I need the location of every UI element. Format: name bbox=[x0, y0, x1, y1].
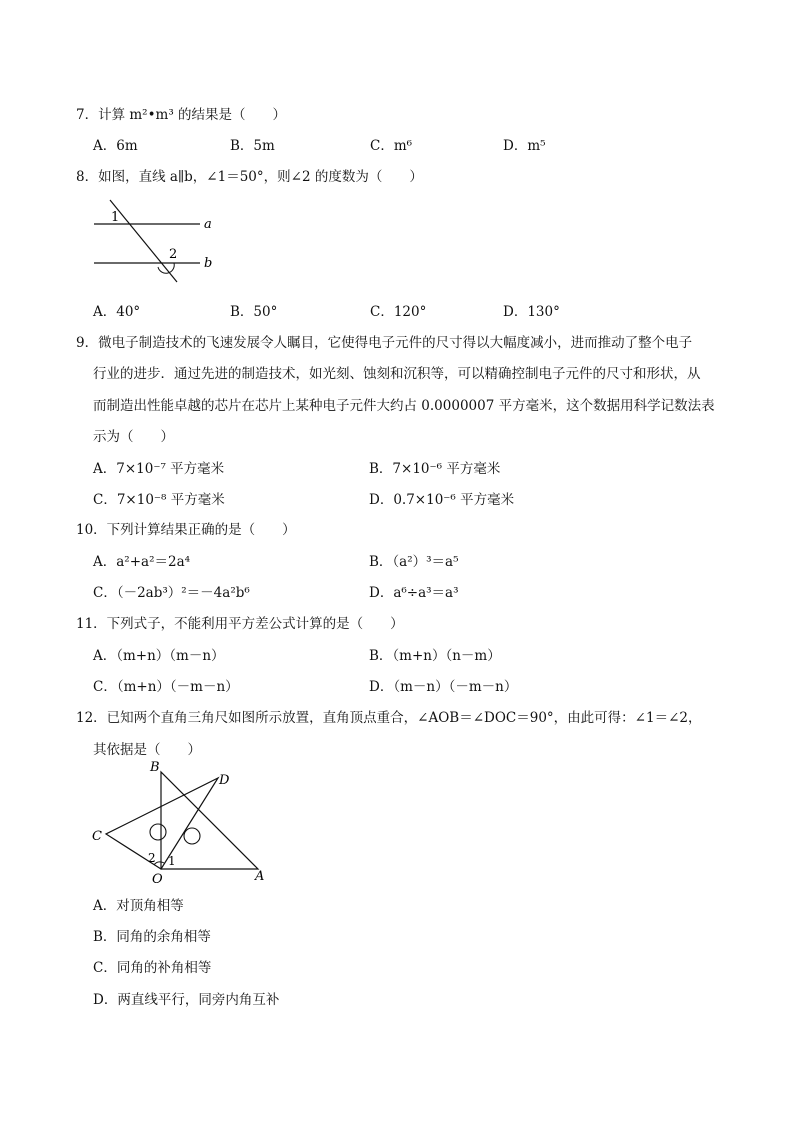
question-9-option-b: B．7×10⁻⁶ 平方毫米 bbox=[369, 461, 501, 477]
question-12-option-a: A．对顶角相等 bbox=[93, 898, 184, 914]
vertex-b-label: B bbox=[150, 760, 160, 775]
vertex-c-label: C bbox=[92, 829, 102, 844]
transversal bbox=[110, 200, 177, 282]
question-9-stem-line-2: 行业的进步．通过先进的制造技术，如光刻、蚀刻和沉积等，可以精确控制电子元件的尺寸和形状，从 bbox=[93, 366, 701, 382]
question-12-stem-line-1: 12．已知两个直角三角尺如图所示放置，直角顶点重合，∠AOB＝∠DOC＝90°，由此可得：∠1＝∠2， bbox=[76, 710, 702, 726]
question-10-option-a: A．a²+a²＝2a⁴ bbox=[93, 554, 191, 570]
question-8-stem: 8．如图，直线 a∥b，∠1＝50°，则∠2 的度数为（ ） bbox=[76, 169, 423, 185]
question-9-stem-line-1: 9．微电子制造技术的飞速发展令人瞩目，它使得电子元件的尺寸得以大幅度减小，进而推动了整个电子 bbox=[76, 335, 693, 351]
angle-2-label: 2 bbox=[148, 851, 156, 865]
question-8-figure bbox=[90, 194, 230, 286]
question-9-stem-line-3: 而制造出性能卓越的芯片在芯片上某种电子元件大约占 0.0000007 平方毫米，这个数据用科学记数法表 bbox=[93, 398, 715, 414]
vertex-o-label: O bbox=[152, 872, 163, 886]
question-7-option-b: B．5m bbox=[230, 138, 275, 154]
question-9-stem-line-4: 示为（ ） bbox=[93, 429, 174, 445]
angle-2-label: 2 bbox=[169, 247, 178, 262]
question-12-stem-line-2: 其依据是（ ） bbox=[93, 742, 201, 758]
question-11-option-b: B．（m+n）（n－m） bbox=[369, 648, 501, 664]
question-8-option-b: B．50° bbox=[230, 304, 278, 320]
line-a-label: a bbox=[204, 217, 212, 232]
question-11-option-d: D．（m－n）（－m－n） bbox=[369, 679, 518, 695]
question-11-option-c: C．（m+n）（－m－n） bbox=[93, 679, 239, 695]
hole-right bbox=[184, 828, 200, 844]
question-7-stem: 7．计算 m²•m³ 的结果是（ ） bbox=[76, 107, 287, 123]
question-12-option-d: D．两直线平行，同旁内角互补 bbox=[93, 992, 280, 1008]
question-8-option-d: D．130° bbox=[503, 304, 560, 320]
hole-left bbox=[150, 824, 166, 840]
question-9-option-d: D．0.7×10⁻⁶ 平方毫米 bbox=[369, 492, 515, 508]
question-10-option-b: B．（a²）³＝a⁵ bbox=[369, 554, 459, 570]
line-b-label: b bbox=[204, 256, 213, 271]
question-7-option-c: C．m⁶ bbox=[370, 138, 413, 154]
question-12-option-c: C．同角的补角相等 bbox=[93, 960, 212, 976]
question-8-option-c: C．120° bbox=[370, 304, 427, 320]
question-10-stem: 10．下列计算结果正确的是（ ） bbox=[76, 522, 296, 538]
angle-1-label: 1 bbox=[111, 210, 120, 225]
question-10-option-c: C．（－2ab³）²＝－4a²b⁶ bbox=[93, 585, 250, 601]
triangle-cod bbox=[106, 778, 218, 869]
question-11-stem: 11．下列式子，不能利用平方差公式计算的是（ ） bbox=[76, 616, 404, 632]
question-12-option-b: B．同角的余角相等 bbox=[93, 929, 211, 945]
angle-1-label: 1 bbox=[168, 854, 176, 868]
question-12-figure bbox=[88, 758, 278, 886]
question-9-option-a: A．7×10⁻⁷ 平方毫米 bbox=[93, 461, 225, 477]
question-11-option-a: A．（m+n）（m－n） bbox=[93, 648, 225, 664]
question-7-option-a: A．6m bbox=[93, 138, 138, 154]
vertex-a-label: A bbox=[255, 869, 265, 884]
question-10-option-d: D．a⁶÷a³＝a³ bbox=[369, 585, 459, 601]
question-9-option-c: C．7×10⁻⁸ 平方毫米 bbox=[93, 492, 225, 508]
question-8-option-a: A．40° bbox=[93, 304, 141, 320]
vertex-d-label: D bbox=[219, 773, 230, 788]
question-7-option-d: D．m⁵ bbox=[503, 138, 546, 154]
